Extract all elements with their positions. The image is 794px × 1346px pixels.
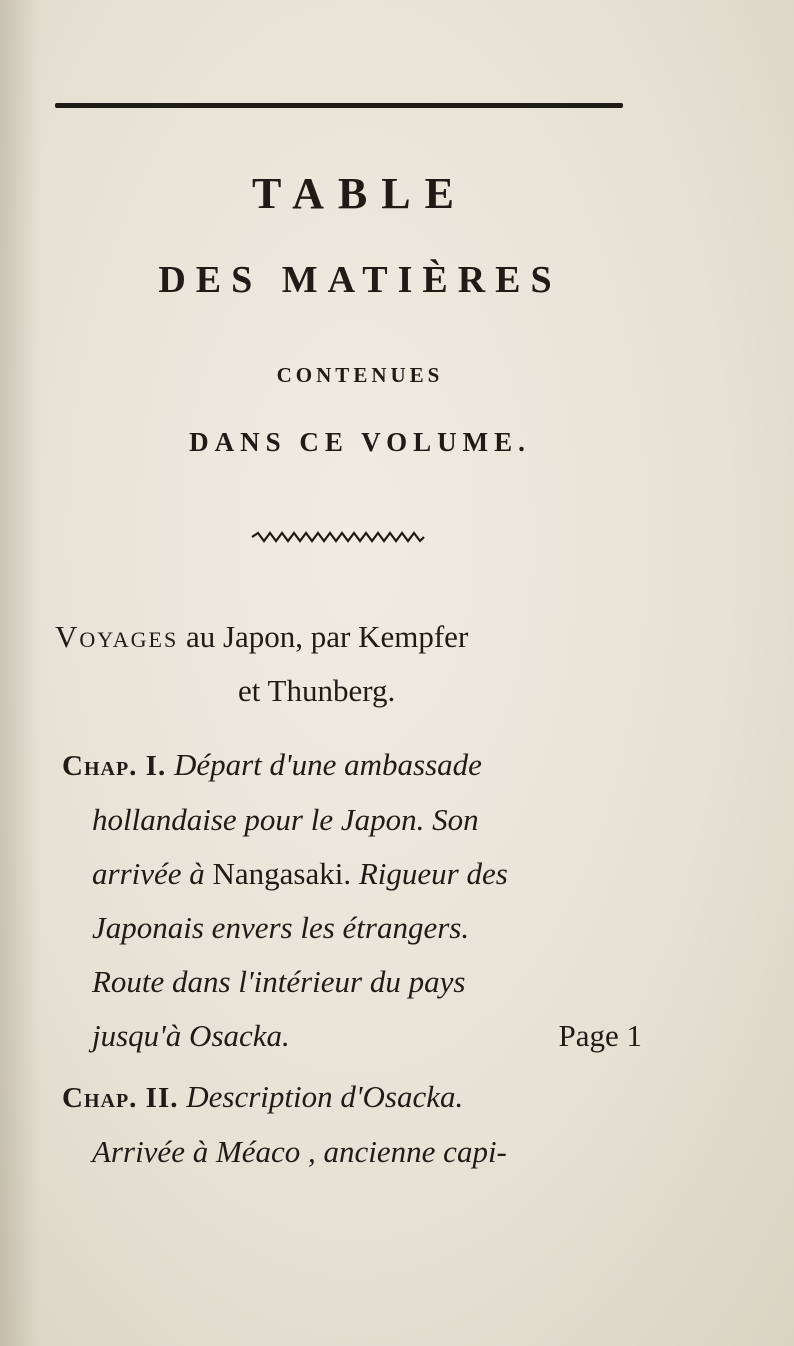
chapter-1-text-3c: Rigueur des: [358, 856, 508, 891]
title-dans-ce-volume: DANS CE VOLUME.: [189, 427, 531, 457]
entry-chapter-2: [62, 1070, 642, 1179]
voyages-lead: Voyages: [55, 619, 179, 654]
chapter-1-text-6: jusqu'à Osacka.: [92, 1018, 290, 1053]
title-table: TABLE: [252, 169, 468, 218]
chapter-1-text-4: Japonais envers les étrangers.: [92, 910, 470, 945]
chapter-1-page-number: Page 1: [558, 1018, 642, 1053]
entry-voyages: [55, 610, 655, 718]
chapter-1-heading: Chap. I.: [62, 750, 167, 782]
chapter-1-line-3: [62, 847, 642, 901]
chapter-2-heading: Chap. II.: [62, 1082, 179, 1114]
chapter-1-text-3b: Nangasaki.: [212, 856, 352, 891]
chapter-1-text-5: Route dans l'intérieur du pays: [92, 964, 466, 999]
chapter-1-text-3a: arrivée à: [92, 856, 205, 891]
voyages-line-1: [55, 610, 655, 664]
chapter-1-text-2: hollandaise pour le Japon. Son: [92, 802, 479, 837]
chapter-2-text-1: Description d'Osacka.: [186, 1079, 464, 1114]
chapter-2-line-1: [62, 1070, 642, 1125]
top-rule: [55, 103, 623, 108]
chapter-1-line-1: [62, 738, 642, 793]
spine-shadow: [0, 0, 40, 1346]
chapter-1-line-6: [62, 1009, 642, 1063]
voyages-text-1: au Japon, par Kempfer: [185, 619, 469, 654]
chapter-1-text-1: Départ d'une ambassade: [173, 747, 482, 782]
chapter-2-text-2: Arrivée à Méaco , ancienne capi-: [92, 1134, 507, 1169]
voyages-text-2: et Thunberg.: [238, 673, 396, 708]
title-des-matieres: DES MATIÈRES: [158, 259, 562, 301]
entry-chapter-1: [62, 738, 642, 1063]
ornament-rule: [250, 530, 430, 544]
title-contenues: CONTENUES: [276, 363, 444, 387]
